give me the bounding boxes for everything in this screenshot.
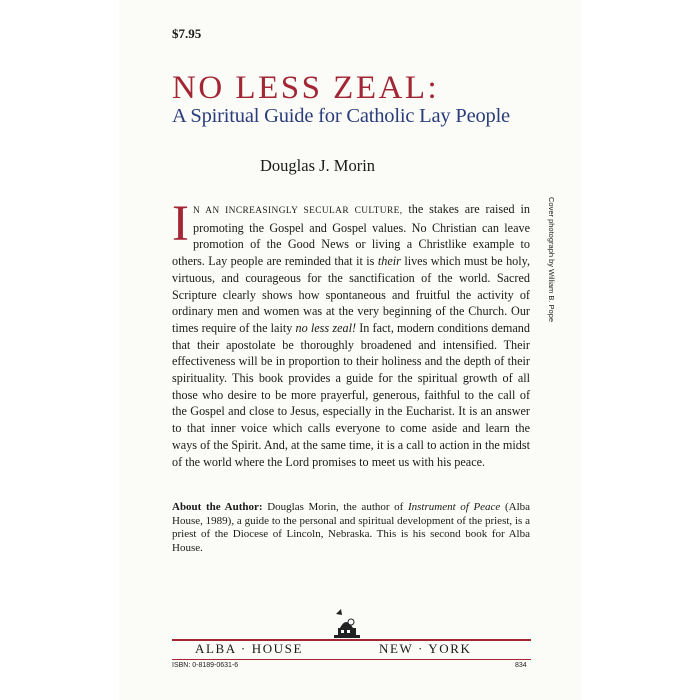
about-author-label: About the Author: (172, 501, 263, 513)
drop-cap: I (172, 196, 189, 252)
alba-house-logo-icon (326, 608, 366, 642)
isbn-number: ISBN: 0-8189-0631-6 (172, 662, 239, 669)
blurb-text-1: the stakes are raised in promoting the Gospel and Gospel values. No Christian can leave promotion of the Good News or living a Christlike example to others. Lay people are reminded that it is (172, 202, 530, 269)
price-tag: $7.95 (172, 26, 202, 41)
book-subtitle: A Spiritual Guide for Catholic Lay People (172, 105, 510, 127)
publisher-city: NEW · YORK (379, 641, 472, 656)
about-italic: Instrument of Peace (407, 501, 501, 513)
publisher-name: ALBA · HOUSE (195, 641, 304, 656)
photo-credit: Cover photograph by William B. Pope (547, 197, 556, 323)
publisher-bottom-rule (172, 659, 531, 660)
blurb-text-3: In fact, modern conditions demand that their apostolate be thoroughly broadened and intensified. Their effectiveness will be in proportion to their holiness and the depth of their spirituality. This book provides a guide for the spiritual growth of all those who desire to be more prayerful, generous, faithful to the call of the Gospel and close to Jesus, especially in the Eucharist. It is an answer to that inner voice which calls everyone to come aside and learn the ways of the Spirit. And, at the same time, it is a call to action in the midst of the world where the Lord promises to meet us with his peace. (172, 320, 530, 469)
author-name: Douglas J. Morin (260, 156, 376, 175)
catalog-code: 834 (515, 662, 527, 669)
blurb-italic-2: no less zeal! (295, 320, 357, 335)
blurb-italic-1: their (377, 254, 401, 269)
about-text-2: (Alba House, 1989), a guide to the personal and spiritual development of the priest, is a priest of the Diocese of Lincoln, Nebraska. This is his second book for Alba House. (172, 501, 531, 554)
blurb-paragraph (172, 196, 530, 470)
blurb-lead-smallcaps: N AN INCREASINGLY SECULAR CULTURE, (192, 206, 403, 216)
book-title: NO LESS ZEAL: (172, 70, 440, 106)
about-author (172, 501, 530, 555)
about-text-1: Douglas Morin, the author of (262, 501, 408, 513)
blurb-text-2: lives which must be holy, virtuous, and courageous for the sanctification of the world. Sacred Scripture clearly shows how spontaneous and fruitful the activity of ordinary men and women was at the very beginning of the Church. Our times require of the laity (172, 254, 530, 335)
